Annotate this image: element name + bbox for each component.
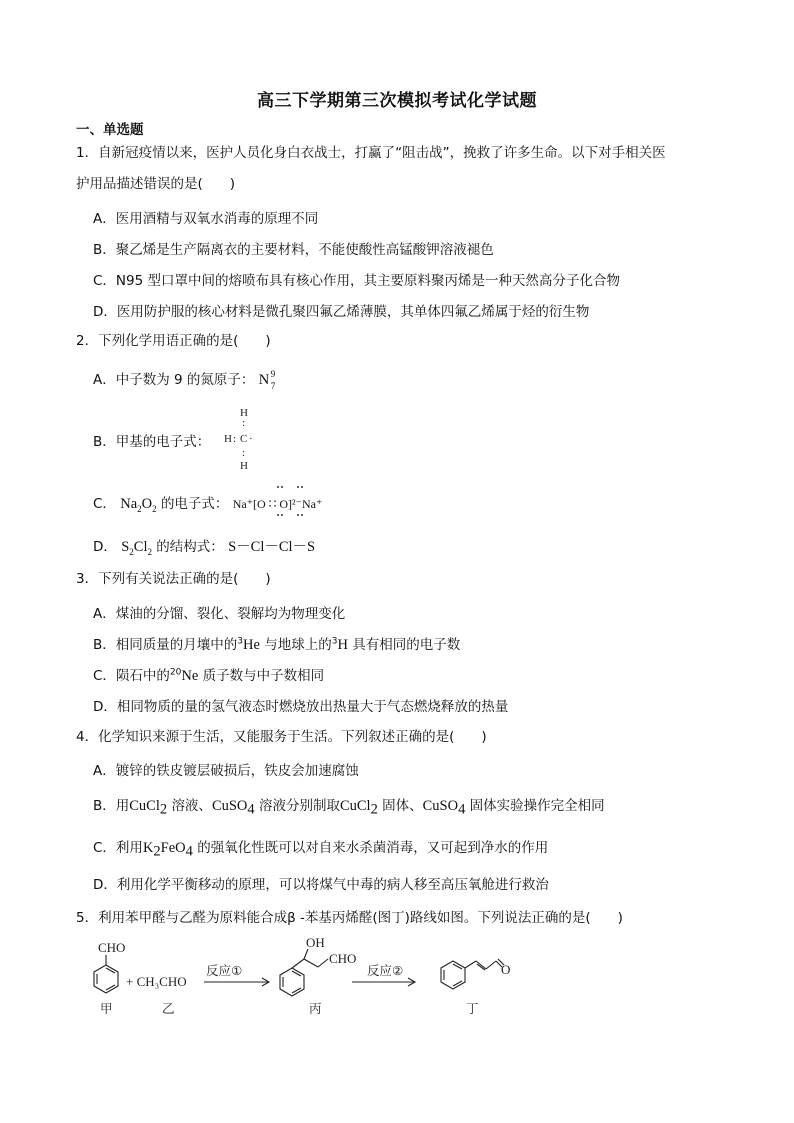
question-3-option-a: A．煤油的分馏、裂化、裂解均为物理变化 [93,606,346,622]
cho-label: CHO [98,940,126,955]
text: C．陨石中的 [93,668,170,684]
question-1-stem [76,138,726,200]
acetaldehyde-label: + CH₃CHO [126,974,187,989]
question-4-stem: 4．化学知识来源于生活，又能服务于生活。下列叙述正确的是( ) [76,729,487,745]
text: C．利用 [93,840,143,856]
question-1-option-b: B．聚乙烯是生产隔离衣的主要材料，不能使酸性高锰酸钾溶液褪色 [93,242,494,258]
h-left: H [224,433,232,445]
text: 固体、 [382,798,423,814]
option-d-text: 的结构式： [156,539,224,555]
question-2-option-b [93,430,733,450]
text: B．用 [93,798,130,814]
cl: Cl [133,539,148,555]
mass-number: 3 [237,636,243,647]
text: 固体实验操作完全相同 [469,798,605,814]
reaction-1-label: 反应① [206,963,243,978]
sub-2b: 2 [147,546,152,557]
question-4-option-c [93,836,733,860]
sub-2: 2 [159,801,168,818]
cho-label-bing: CHO [329,951,357,966]
question-1-option-c: C．N95 型口罩中间的熔喷布具有核心作用，其主要原料聚丙烯是一种天然高分子化合物 [93,273,620,289]
question-3-option-c [93,664,733,685]
label-yi: 乙 [162,1001,175,1016]
text: B．相同质量的月壤中的 [93,637,238,653]
text: 与地球上的 [264,637,332,653]
sub-4: 4 [185,843,193,860]
cucl2: CuCl [339,798,371,814]
question-3-option-b [93,633,733,654]
text: 溶液、 [171,798,212,814]
mass-number: 3 [331,636,338,647]
question-1-option-a: A．医用酒精与双氧水消毒的原理不同 [93,211,319,227]
benzene-ring-bing [280,968,304,996]
question-3-option-d: D．相同物质的量的氢气液态时燃烧放出热量大于气态燃烧释放的热量 [93,699,509,715]
question-3-stem: 3．下列有关说法正确的是( ) [76,571,271,587]
question-1-line-2: 护用品描述错误的是( ) [76,176,236,192]
helium-symbol: He [243,637,260,653]
sub-2: 2 [153,843,161,860]
text: 质子数与中子数相同 [202,668,325,684]
question-2-option-a [93,368,733,389]
svg-text::: : [242,447,246,459]
question-4-option-a: A．镀锌的铁皮镀层破损后，铁皮会加速腐蚀 [93,763,359,779]
sub-4: 4 [247,801,255,818]
h-top: H [240,407,248,419]
text: 具有相同的电子数 [352,637,461,653]
sub-2: 2 [137,503,142,514]
sub-2: 2 [370,801,378,818]
cuso4: CuSO [211,798,248,814]
benzene-ring-jia [94,965,118,993]
feo: FeO [160,840,186,856]
question-5-stem: 5．利用苯甲醛与乙醛为原料能合成β -苯基丙烯醛(图丁)路线如图。下列说法正确的是( ) [76,910,623,926]
question-2-stem: 2．下列化学用语正确的是( ) [76,333,271,349]
methyl-electron-dot-diagram [222,404,262,474]
element-symbol: N [258,372,270,388]
o: O [141,496,153,512]
k: K [142,840,154,856]
option-d-prefix: D． [93,539,117,555]
reaction-2-label: 反应② [367,963,404,978]
section-heading: 一、单选题 [76,122,144,138]
c-center: C [240,433,248,445]
page-title: 高三下学期第三次模拟考试化学试题 [257,91,537,111]
electron-formula: Na⁺[O ∷ O]²⁻Na⁺ [232,497,323,511]
sub-2b: 2 [152,503,157,514]
h-bottom: H [240,460,248,472]
sub-2: 2 [129,546,134,557]
question-2-option-d [93,535,733,556]
o-label: O [501,962,511,977]
cucl2: CuCl [129,798,160,814]
hydrogen-symbol: H [337,637,348,653]
benzene-ring-ding [441,961,465,989]
question-4-option-d: D．利用化学平衡移动的原理，可以将煤气中毒的病人移至高压氧舱进行救治 [93,877,549,893]
s: S [121,539,130,555]
svg-text:·: · [249,433,253,445]
question-1-option-d: D．医用防护服的核心材料是微孔聚四氟乙烯薄膜，其单体四氟乙烯属于烃的衍生物 [93,304,590,320]
question-2-option-c [93,492,733,513]
text: 的强氧化性既可以对自来水杀菌消毒，又可起到净水的作用 [197,840,549,856]
option-c-prefix: C． [93,496,116,512]
s2cl2-formula [121,539,152,555]
mass-number: 20 [169,667,182,678]
sodium-peroxide-formula [120,496,156,512]
label-bing: 丙 [309,1001,322,1016]
option-b-text: B．甲基的电子式： [93,434,211,450]
svg-text::: : [242,417,246,429]
svg-text::: : [233,433,237,445]
question-1-line-1: 1．自新冠疫情以来，医护人员化身白衣战士，打赢了“阻击战”，挽救了许多生命。以下对手相关医 [76,145,666,161]
question-4-option-b [93,794,733,818]
structural-formula: S－Cl－Cl－S [228,539,316,555]
electron-pair-dots [268,484,328,518]
oh-label: OH [306,935,325,950]
option-c-text: 的电子式： [160,496,229,512]
reaction-scheme [80,935,640,1025]
sub-4: 4 [458,801,466,818]
label-jia: 甲 [100,1001,113,1016]
option-a-text: A．中子数为 9 的氮原子： [93,372,255,388]
neon-symbol: Ne [181,668,199,684]
na: Na [120,496,138,512]
nitrogen-nuclide-symbol: N 9 7 [258,369,276,391]
text: 溶液分别制取 [258,798,340,814]
cuso4: CuSO [422,798,459,814]
label-ding: 丁 [466,1001,479,1016]
